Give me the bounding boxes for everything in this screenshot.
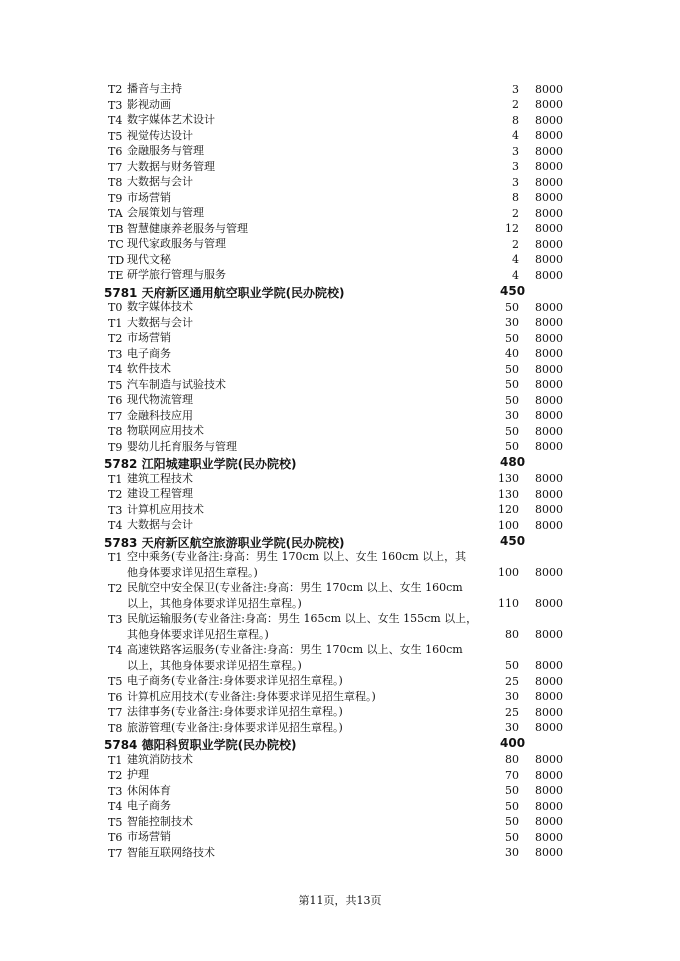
major-row bbox=[0, 267, 680, 283]
major-code: T2 bbox=[108, 332, 123, 345]
enrollment-table bbox=[0, 81, 680, 860]
plan-count: 3 bbox=[512, 144, 519, 158]
tuition-fee: 8000 bbox=[535, 316, 563, 329]
major-row bbox=[0, 471, 680, 487]
major-name: 智慧健康养老服务与管理 bbox=[127, 221, 248, 235]
tuition-fee: 8000 bbox=[535, 503, 563, 516]
tuition-fee: 8000 bbox=[535, 98, 563, 111]
tuition-fee: 8000 bbox=[535, 424, 563, 438]
major-name: 休闲体育 bbox=[127, 783, 171, 797]
major-code: TE bbox=[108, 269, 124, 282]
major-code: T9 bbox=[108, 191, 123, 205]
plan-count: 8 bbox=[512, 113, 519, 127]
major-row bbox=[0, 814, 680, 830]
plan-count: 50 bbox=[505, 440, 519, 453]
institution-total: 450 bbox=[500, 533, 526, 548]
institution-total: 450 bbox=[500, 283, 526, 298]
major-name: 研学旅行管理与服务 bbox=[127, 268, 226, 281]
major-name: 大数据与会计 bbox=[127, 175, 193, 188]
major-code: TC bbox=[108, 238, 124, 251]
plan-count: 50 bbox=[505, 830, 519, 844]
major-row bbox=[0, 704, 680, 720]
plan-count: 70 bbox=[505, 768, 519, 782]
major-name-cont: 他身体要求详见招生章程。) bbox=[127, 565, 258, 579]
major-code: T4 bbox=[108, 114, 123, 127]
tuition-fee: 8000 bbox=[535, 268, 563, 282]
major-code: T3 bbox=[108, 98, 123, 112]
major-code: TD bbox=[108, 253, 125, 267]
major-row bbox=[0, 97, 680, 113]
tuition-fee: 8000 bbox=[535, 440, 563, 453]
major-name: 大数据与财务管理 bbox=[127, 159, 215, 173]
major-code: T4 bbox=[108, 644, 123, 657]
major-name: 会展策划与管理 bbox=[127, 206, 204, 219]
major-code: T7 bbox=[108, 160, 123, 174]
major-code: T1 bbox=[108, 551, 123, 564]
major-name: 播音与主持 bbox=[127, 82, 182, 95]
tuition-fee: 8000 bbox=[535, 347, 563, 360]
major-row bbox=[0, 377, 680, 393]
major-code: T3 bbox=[108, 503, 123, 517]
plan-count: 8 bbox=[512, 191, 519, 204]
plan-count: 4 bbox=[512, 129, 519, 142]
major-row bbox=[0, 128, 680, 144]
tuition-fee: 8000 bbox=[535, 768, 563, 782]
plan-count: 4 bbox=[512, 253, 519, 266]
tuition-fee: 8000 bbox=[535, 393, 563, 407]
major-name: 智能控制技术 bbox=[127, 814, 193, 828]
major-name-cont: 以上，其他身体要求详见招生章程。) bbox=[127, 596, 302, 610]
tuition-fee: 8000 bbox=[535, 690, 563, 703]
major-name: 建筑消防技术 bbox=[127, 752, 193, 766]
institution-header bbox=[0, 454, 680, 471]
major-row bbox=[0, 81, 680, 97]
plan-count: 4 bbox=[512, 268, 519, 282]
tuition-fee: 8000 bbox=[535, 129, 563, 142]
major-row bbox=[0, 392, 680, 408]
major-row bbox=[0, 673, 680, 689]
plan-count: 40 bbox=[505, 347, 519, 360]
tuition-fee: 8000 bbox=[535, 160, 563, 173]
major-name: 电子商务 bbox=[127, 799, 171, 812]
major-row bbox=[0, 720, 680, 736]
institution-total: 400 bbox=[500, 736, 526, 750]
major-code: T2 bbox=[108, 582, 123, 595]
plan-count: 50 bbox=[505, 659, 519, 672]
major-code: T3 bbox=[108, 613, 123, 626]
major-row bbox=[0, 236, 680, 252]
major-name: 建设工程管理 bbox=[127, 487, 193, 500]
major-name: 现代物流管理 bbox=[127, 393, 193, 406]
major-name: 影视动画 bbox=[127, 97, 171, 111]
major-row bbox=[0, 346, 680, 362]
plan-count: 50 bbox=[505, 393, 519, 407]
major-code: T2 bbox=[108, 488, 123, 501]
plan-count: 50 bbox=[505, 799, 519, 813]
major-name: 婴幼儿托育服务与管理 bbox=[127, 439, 237, 453]
major-name: 汽车制造与试验技术 bbox=[127, 377, 226, 391]
major-row bbox=[0, 642, 680, 673]
major-code: T6 bbox=[108, 394, 123, 407]
tuition-fee: 8000 bbox=[535, 409, 563, 422]
major-code: T5 bbox=[108, 378, 123, 392]
major-row bbox=[0, 112, 680, 128]
major-row bbox=[0, 221, 680, 237]
major-name: 高速铁路客运服务(专业备注:身高：男生 170cm 以上、女生 160cm bbox=[127, 643, 463, 656]
plan-count: 30 bbox=[505, 409, 519, 422]
major-name-cont: 以上，其他身体要求详见招生章程。) bbox=[127, 658, 302, 672]
tuition-fee: 8000 bbox=[535, 378, 563, 391]
institution-title: 5783 天府新区航空旅游职业学院(民办院校) bbox=[104, 535, 345, 550]
institution-total: 480 bbox=[500, 455, 526, 469]
tuition-fee: 8000 bbox=[535, 144, 563, 158]
plan-count: 50 bbox=[505, 331, 519, 345]
major-row bbox=[0, 549, 680, 580]
major-name: 金融服务与管理 bbox=[127, 144, 204, 157]
major-row bbox=[0, 143, 680, 159]
major-name-cont: 其他身体要求详见招生章程。) bbox=[127, 627, 269, 641]
plan-count: 3 bbox=[512, 82, 519, 96]
major-code: T6 bbox=[108, 831, 123, 844]
tuition-fee: 8000 bbox=[535, 487, 563, 501]
major-code: T4 bbox=[108, 519, 123, 532]
tuition-fee: 8000 bbox=[535, 705, 563, 719]
major-name: 市场营销 bbox=[127, 190, 171, 204]
major-code: T1 bbox=[108, 316, 123, 330]
plan-count: 25 bbox=[505, 674, 519, 688]
plan-count: 100 bbox=[498, 518, 519, 532]
major-name: 旅游管理(专业备注:身体要求详见招生章程。) bbox=[127, 720, 343, 734]
major-code: T8 bbox=[108, 176, 123, 189]
major-name: 大数据与会计 bbox=[127, 518, 193, 531]
plan-count: 3 bbox=[512, 160, 519, 173]
tuition-fee: 8000 bbox=[535, 659, 563, 672]
major-code: T6 bbox=[108, 690, 123, 704]
plan-count: 130 bbox=[498, 472, 519, 485]
major-code: T7 bbox=[108, 846, 123, 860]
plan-count: 50 bbox=[505, 424, 519, 438]
plan-count: 50 bbox=[505, 784, 519, 797]
tuition-fee: 8000 bbox=[535, 799, 563, 813]
plan-count: 80 bbox=[505, 628, 519, 641]
major-row bbox=[0, 502, 680, 518]
major-row bbox=[0, 783, 680, 799]
major-row bbox=[0, 190, 680, 206]
plan-count: 30 bbox=[505, 721, 519, 734]
tuition-fee: 8000 bbox=[535, 300, 563, 314]
major-name: 计算机应用技术 bbox=[127, 502, 204, 516]
tuition-fee: 8000 bbox=[535, 830, 563, 844]
major-row bbox=[0, 205, 680, 221]
major-code: TA bbox=[108, 207, 123, 220]
major-code: T4 bbox=[108, 800, 123, 813]
major-code: T7 bbox=[108, 409, 123, 423]
major-row bbox=[0, 752, 680, 768]
major-code: T8 bbox=[108, 425, 123, 438]
major-row bbox=[0, 486, 680, 502]
major-code: T1 bbox=[108, 472, 123, 486]
major-code: T8 bbox=[108, 721, 123, 735]
plan-count: 50 bbox=[505, 815, 519, 828]
major-name: 视觉传达设计 bbox=[127, 128, 193, 142]
institution-header bbox=[0, 283, 680, 300]
major-row bbox=[0, 299, 680, 315]
major-code: T5 bbox=[108, 675, 123, 688]
major-name: 大数据与会计 bbox=[127, 315, 193, 329]
plan-count: 80 bbox=[505, 753, 519, 766]
major-name: 民航运输服务(专业备注:身高：男生 165cm 以上、女生 155cm 以上， bbox=[127, 612, 478, 625]
tuition-fee: 8000 bbox=[535, 628, 563, 641]
tuition-fee: 8000 bbox=[535, 113, 563, 127]
major-code: T6 bbox=[108, 145, 123, 158]
major-row bbox=[0, 845, 680, 861]
tuition-fee: 8000 bbox=[535, 222, 563, 235]
major-row bbox=[0, 315, 680, 331]
tuition-fee: 8000 bbox=[535, 206, 563, 220]
tuition-fee: 8000 bbox=[535, 674, 563, 688]
major-code: T5 bbox=[108, 129, 123, 143]
institution-title: 5782 江阳城建职业学院(民办院校) bbox=[104, 457, 297, 471]
major-row bbox=[0, 174, 680, 190]
tuition-fee: 8000 bbox=[535, 472, 563, 485]
major-row bbox=[0, 767, 680, 783]
major-row bbox=[0, 689, 680, 705]
major-name: 金融科技应用 bbox=[127, 408, 193, 422]
plan-count: 3 bbox=[512, 175, 519, 189]
tuition-fee: 8000 bbox=[535, 175, 563, 189]
plan-count: 110 bbox=[498, 597, 519, 610]
major-row bbox=[0, 580, 680, 611]
institution-title: 5784 德阳科贸职业学院(民办院校) bbox=[104, 738, 297, 752]
major-code: T2 bbox=[108, 83, 123, 96]
major-code: T4 bbox=[108, 363, 123, 376]
major-row bbox=[0, 408, 680, 424]
major-code: T3 bbox=[108, 347, 123, 361]
plan-count: 2 bbox=[512, 98, 519, 111]
institution-header bbox=[0, 735, 680, 752]
tuition-fee: 8000 bbox=[535, 784, 563, 797]
tuition-fee: 8000 bbox=[535, 331, 563, 345]
plan-count: 130 bbox=[498, 487, 519, 501]
major-name: 现代家政服务与管理 bbox=[127, 237, 226, 250]
plan-count: 50 bbox=[505, 378, 519, 391]
tuition-fee: 8000 bbox=[535, 237, 563, 251]
major-name: 计算机应用技术(专业备注:身体要求详见招生章程。) bbox=[127, 689, 376, 703]
major-code: T1 bbox=[108, 753, 123, 767]
major-name: 智能互联网络技术 bbox=[127, 845, 215, 859]
tuition-fee: 8000 bbox=[535, 82, 563, 96]
major-row bbox=[0, 159, 680, 175]
major-name: 物联网应用技术 bbox=[127, 424, 204, 437]
tuition-fee: 8000 bbox=[535, 362, 563, 376]
major-code: T9 bbox=[108, 440, 123, 454]
major-row bbox=[0, 829, 680, 845]
plan-count: 50 bbox=[505, 362, 519, 376]
tuition-fee: 8000 bbox=[535, 846, 563, 859]
major-name: 数字媒体艺术设计 bbox=[127, 113, 215, 126]
major-row bbox=[0, 330, 680, 346]
major-row bbox=[0, 611, 680, 642]
plan-count: 12 bbox=[505, 222, 519, 235]
institution-title: 5781 天府新区通用航空职业学院(民办院校) bbox=[104, 285, 345, 300]
major-name: 法律事务(专业备注:身体要求详见招生章程。) bbox=[127, 705, 343, 718]
major-name: 电子商务(专业备注:身体要求详见招生章程。) bbox=[127, 674, 343, 687]
major-code: T3 bbox=[108, 784, 123, 798]
major-name: 建筑工程技术 bbox=[127, 471, 193, 485]
tuition-fee: 8000 bbox=[535, 253, 563, 266]
major-name: 软件技术 bbox=[127, 362, 171, 375]
major-code: T0 bbox=[108, 301, 123, 314]
tuition-fee: 8000 bbox=[535, 753, 563, 766]
tuition-fee: 8000 bbox=[535, 815, 563, 828]
major-name: 民航空中安全保卫(专业备注:身高：男生 170cm 以上、女生 160cm bbox=[127, 581, 463, 594]
plan-count: 30 bbox=[505, 316, 519, 329]
plan-count: 100 bbox=[498, 566, 519, 579]
major-row bbox=[0, 423, 680, 439]
tuition-fee: 8000 bbox=[535, 597, 563, 610]
major-code: T5 bbox=[108, 815, 123, 829]
major-name: 电子商务 bbox=[127, 346, 171, 360]
plan-count: 120 bbox=[498, 503, 519, 516]
major-name: 护理 bbox=[127, 768, 149, 781]
major-name: 数字媒体技术 bbox=[127, 300, 193, 313]
major-row bbox=[0, 361, 680, 377]
major-name: 现代文秘 bbox=[127, 252, 171, 266]
major-code: T2 bbox=[108, 769, 123, 782]
major-row bbox=[0, 439, 680, 455]
plan-count: 50 bbox=[505, 300, 519, 314]
plan-count: 30 bbox=[505, 846, 519, 859]
tuition-fee: 8000 bbox=[535, 518, 563, 532]
plan-count: 25 bbox=[505, 705, 519, 719]
tuition-fee: 8000 bbox=[535, 191, 563, 204]
plan-count: 30 bbox=[505, 690, 519, 703]
major-name: 市场营销 bbox=[127, 830, 171, 843]
tuition-fee: 8000 bbox=[535, 566, 563, 579]
tuition-fee: 8000 bbox=[535, 721, 563, 734]
major-code: TB bbox=[108, 222, 124, 236]
major-name: 市场营销 bbox=[127, 331, 171, 344]
major-code: T7 bbox=[108, 706, 123, 719]
plan-count: 2 bbox=[512, 237, 519, 251]
institution-header bbox=[0, 533, 680, 550]
plan-count: 2 bbox=[512, 206, 519, 220]
major-row bbox=[0, 517, 680, 533]
major-row bbox=[0, 798, 680, 814]
major-name: 空中乘务(专业备注:身高：男生 170cm 以上、女生 160cm 以上，其 bbox=[127, 550, 467, 563]
major-row bbox=[0, 252, 680, 268]
page-footer: 第11页，共13页 bbox=[298, 894, 382, 907]
